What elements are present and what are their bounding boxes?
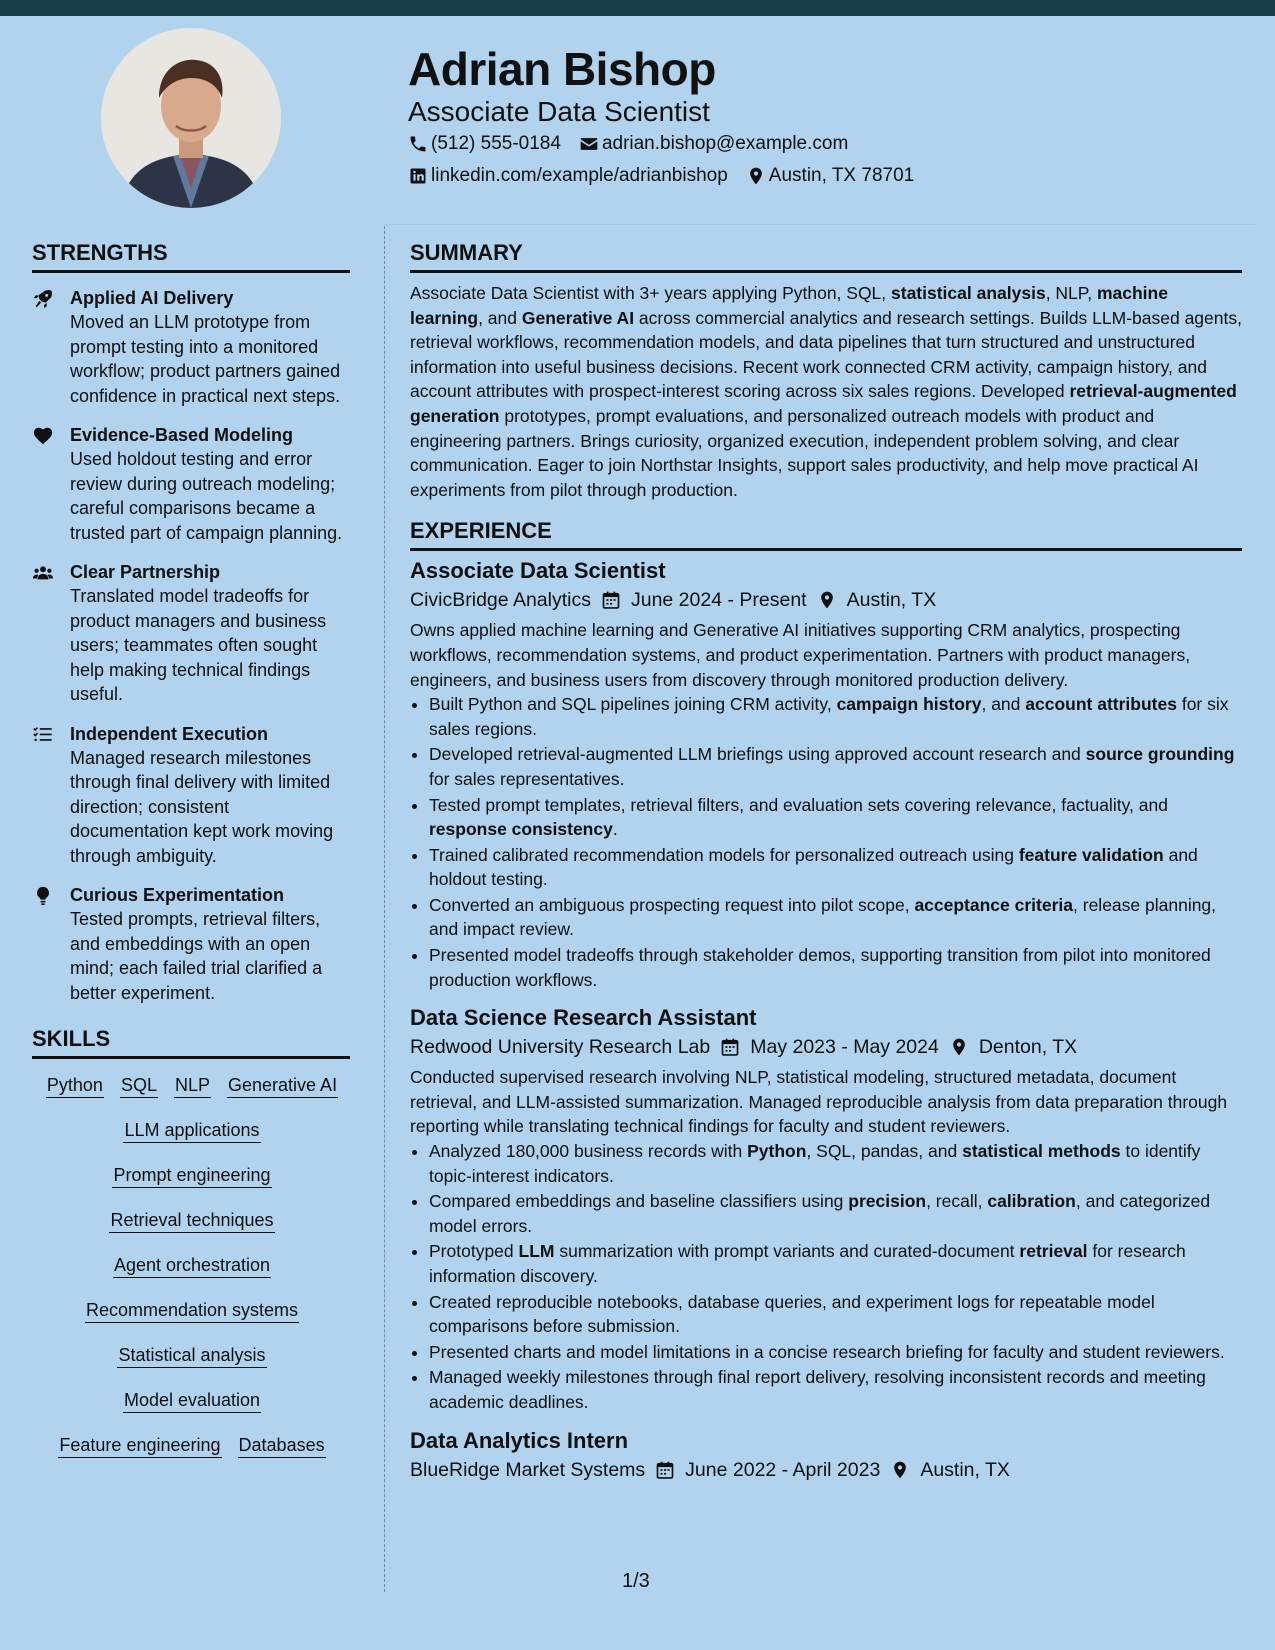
contact-row-1	[408, 133, 848, 155]
strength-item	[32, 286, 352, 408]
skill-tag: Retrieval techniques	[109, 1209, 274, 1233]
job-dates: June 2024 - Present	[630, 589, 807, 612]
strength-desc: Used holdout testing and error review during outreach modeling; careful comparisons became a trusted part of campaign planning.	[70, 449, 343, 543]
phone-number: (512) 555-0184	[431, 133, 561, 154]
job-title: Associate Data Scientist	[408, 96, 710, 127]
skills-heading: SKILLS	[32, 1026, 350, 1059]
job-meta	[410, 1456, 1242, 1484]
linkedin-icon	[408, 166, 428, 186]
strength-title: Clear Partnership	[70, 562, 221, 582]
job-bullets	[410, 692, 1242, 992]
column-divider	[384, 226, 385, 1592]
linkedin-contact[interactable]	[408, 165, 728, 187]
skill-tag: SQL	[120, 1074, 158, 1098]
bullet-item: • Analyzed 180,000 business records with Python, SQL, pandas, and statistical methods to identify topic-interest indicators.	[429, 1139, 1242, 1188]
linkedin-url: linkedin.com/example/adrianbishop	[431, 165, 728, 186]
calendar-icon	[655, 1460, 675, 1480]
job-role: Associate Data Scientist	[410, 558, 666, 584]
bullet-item: • Converted an ambiguous prospecting request into pilot scope, acceptance criteria, release planning, and impact review.	[429, 893, 1242, 942]
job-meta	[410, 1033, 1242, 1061]
job-description: Owns applied machine learning and Generative AI initiatives supporting CRM analytics, prospecting workflows, recommendation systems, and product experimentation. Partners with product managers, engineers, and business users from discovery through monitored production delivery.	[410, 620, 1191, 690]
heart-icon	[32, 425, 54, 447]
bullet-item: • Trained calibrated recommendation models for personalized outreach using feature validation and holdout testing.	[429, 843, 1242, 892]
strength-item	[32, 560, 352, 707]
map-pin-icon	[746, 166, 766, 186]
bullet-item: • Presented charts and model limitations in a concise research briefing for faculty and student reviewers.	[429, 1340, 1242, 1365]
job-role: Data Science Research Assistant	[410, 1005, 757, 1031]
envelope-icon	[579, 134, 599, 154]
strengths-heading: STRENGTHS	[32, 240, 350, 273]
strength-desc: Moved an LLM prototype from prompt testing into a monitored workflow; product partners gained confidence in practical next steps.	[70, 312, 341, 406]
job-entry	[410, 1003, 1242, 1414]
rocket-icon	[32, 288, 54, 310]
skill-tag: Feature engineering	[58, 1434, 221, 1458]
bullet-item: • Created reproducible notebooks, database queries, and experiment logs for repeatable model comparisons before submission.	[429, 1290, 1242, 1339]
left-column	[32, 240, 352, 1468]
job-location: Austin, TX	[846, 589, 937, 612]
skill-tag: Python	[46, 1074, 104, 1098]
calendar-icon	[720, 1037, 740, 1057]
company-name: CivicBridge Analytics	[410, 589, 591, 612]
page-number: 1/3	[622, 1570, 650, 1592]
bullet-item: • Prototyped LLM summarization with prompt variants and curated-document retrieval for research information discovery.	[429, 1239, 1242, 1288]
bullet-item: • Developed retrieval-augmented LLM briefings using approved account research and source grounding for sales representatives.	[429, 742, 1242, 791]
map-pin-icon	[890, 1460, 910, 1480]
map-pin-icon	[949, 1037, 969, 1057]
candidate-name: Adrian Bishop	[408, 43, 716, 95]
strength-title: Independent Execution	[70, 723, 269, 744]
bullet-item: • Presented model tradeoffs through stakeholder demos, supporting transition from pilot into monitored production workflows.	[429, 943, 1242, 992]
bullet-item: • Compared embeddings and baseline classifiers using precision, recall, calibration, and categorized model errors.	[429, 1189, 1242, 1238]
strength-title: Evidence-Based Modeling	[70, 425, 294, 445]
strength-desc: Tested prompts, retrieval filters, and embeddings with an open mind; each failed trial clarified a better experiment.	[70, 909, 323, 1003]
bullet-item: • Tested prompt templates, retrieval filters, and evaluation sets covering relevance, factuality, and response consistency.	[429, 793, 1242, 842]
job-role: Data Analytics Intern	[410, 1427, 629, 1453]
skill-tag: Agent orchestration	[113, 1254, 271, 1278]
job-entry	[410, 1426, 1242, 1484]
job-entry	[410, 556, 1242, 992]
right-column	[410, 240, 1242, 1484]
strength-title: Curious Experimentation	[70, 885, 285, 905]
skill-tag: Generative AI	[227, 1074, 338, 1098]
contact-row-2	[408, 165, 914, 187]
job-meta	[410, 586, 1242, 614]
strength-item	[32, 722, 352, 869]
skill-tag: Recommendation systems	[85, 1299, 299, 1323]
phone-icon	[408, 134, 428, 154]
email-address: adrian.bishop@example.com	[601, 133, 849, 154]
strength-desc: Managed research milestones through final delivery with limited direction; consistent documentation kept work moving through ambiguity.	[70, 747, 334, 866]
strength-title: Applied AI Delivery	[70, 288, 234, 308]
experience-heading: EXPERIENCE	[410, 518, 1242, 551]
email-contact[interactable]	[579, 133, 848, 155]
skill-tag: Statistical analysis	[117, 1344, 266, 1368]
calendar-icon	[601, 590, 621, 610]
company-name: BlueRidge Market Systems	[410, 1458, 646, 1481]
summary-text: Associate Data Scientist with 3+ years applying Python, SQL, statistical analysis, NLP, machine learning, and Generative AI across commercial analytics and research settings. Builds LLM-based agents, retrieval workflows, recommendation models, and data pipelines that turn structured and unstructured information into useful business decisions. Recent work connected CRM activity, campaign history, and account attributes with prospect-interest scoring across six sales regions. Developed retrieval-augmented generation prototypes, prompt evaluations, and personalized outreach models with product and engineering partners. Brings curiosity, organized execution, independent problem solving, and clear communication. Eager to join Northstar Insights, support sales productivity, and help move practical AI experiments from pilot through production.	[410, 283, 1242, 500]
skill-tag: Prompt engineering	[112, 1164, 271, 1188]
company-name: Redwood University Research Lab	[410, 1036, 711, 1059]
job-location: Denton, TX	[978, 1036, 1078, 1059]
strength-item	[32, 423, 352, 545]
lightbulb-icon	[32, 885, 54, 907]
location-text: Austin, TX 78701	[768, 165, 915, 186]
job-dates: June 2022 - April 2023	[685, 1458, 881, 1481]
strength-desc: Translated model tradeoffs for product managers and business users; teammates often sought help making technical findings useful.	[70, 586, 327, 704]
skill-tag: LLM applications	[123, 1119, 260, 1143]
map-pin-icon	[817, 590, 837, 610]
users-icon	[32, 562, 54, 584]
summary-heading: SUMMARY	[410, 240, 1242, 273]
job-bullets	[410, 1139, 1242, 1415]
location-contact	[746, 165, 914, 187]
top-bar	[0, 0, 1275, 16]
phone-contact	[408, 133, 561, 155]
bullet-item: • Managed weekly milestones through final report delivery, resolving inconsistent records and meeting academic deadlines.	[429, 1365, 1242, 1414]
job-description: Conducted supervised research involving NLP, statistical modeling, structured metadata, document retrieval, and LLM-assisted summarization. Managed reproducible analysis from data preparation through reporting while translating technical findings for faculty and student reviewers.	[410, 1067, 1228, 1137]
strength-item	[32, 883, 352, 1005]
avatar	[101, 28, 281, 208]
skill-tag: Databases	[238, 1434, 326, 1458]
job-dates: May 2023 - May 2024	[750, 1036, 939, 1059]
bullet-item: • Built Python and SQL pipelines joining CRM activity, campaign history, and account attributes for six sales regions.	[429, 692, 1242, 741]
skill-tag: Model evaluation	[123, 1389, 261, 1413]
job-location: Austin, TX	[920, 1458, 1010, 1481]
checklist-icon	[32, 724, 54, 746]
skill-tag: NLP	[174, 1074, 211, 1098]
header-divider	[385, 224, 1255, 225]
skills-list	[32, 1063, 352, 1468]
